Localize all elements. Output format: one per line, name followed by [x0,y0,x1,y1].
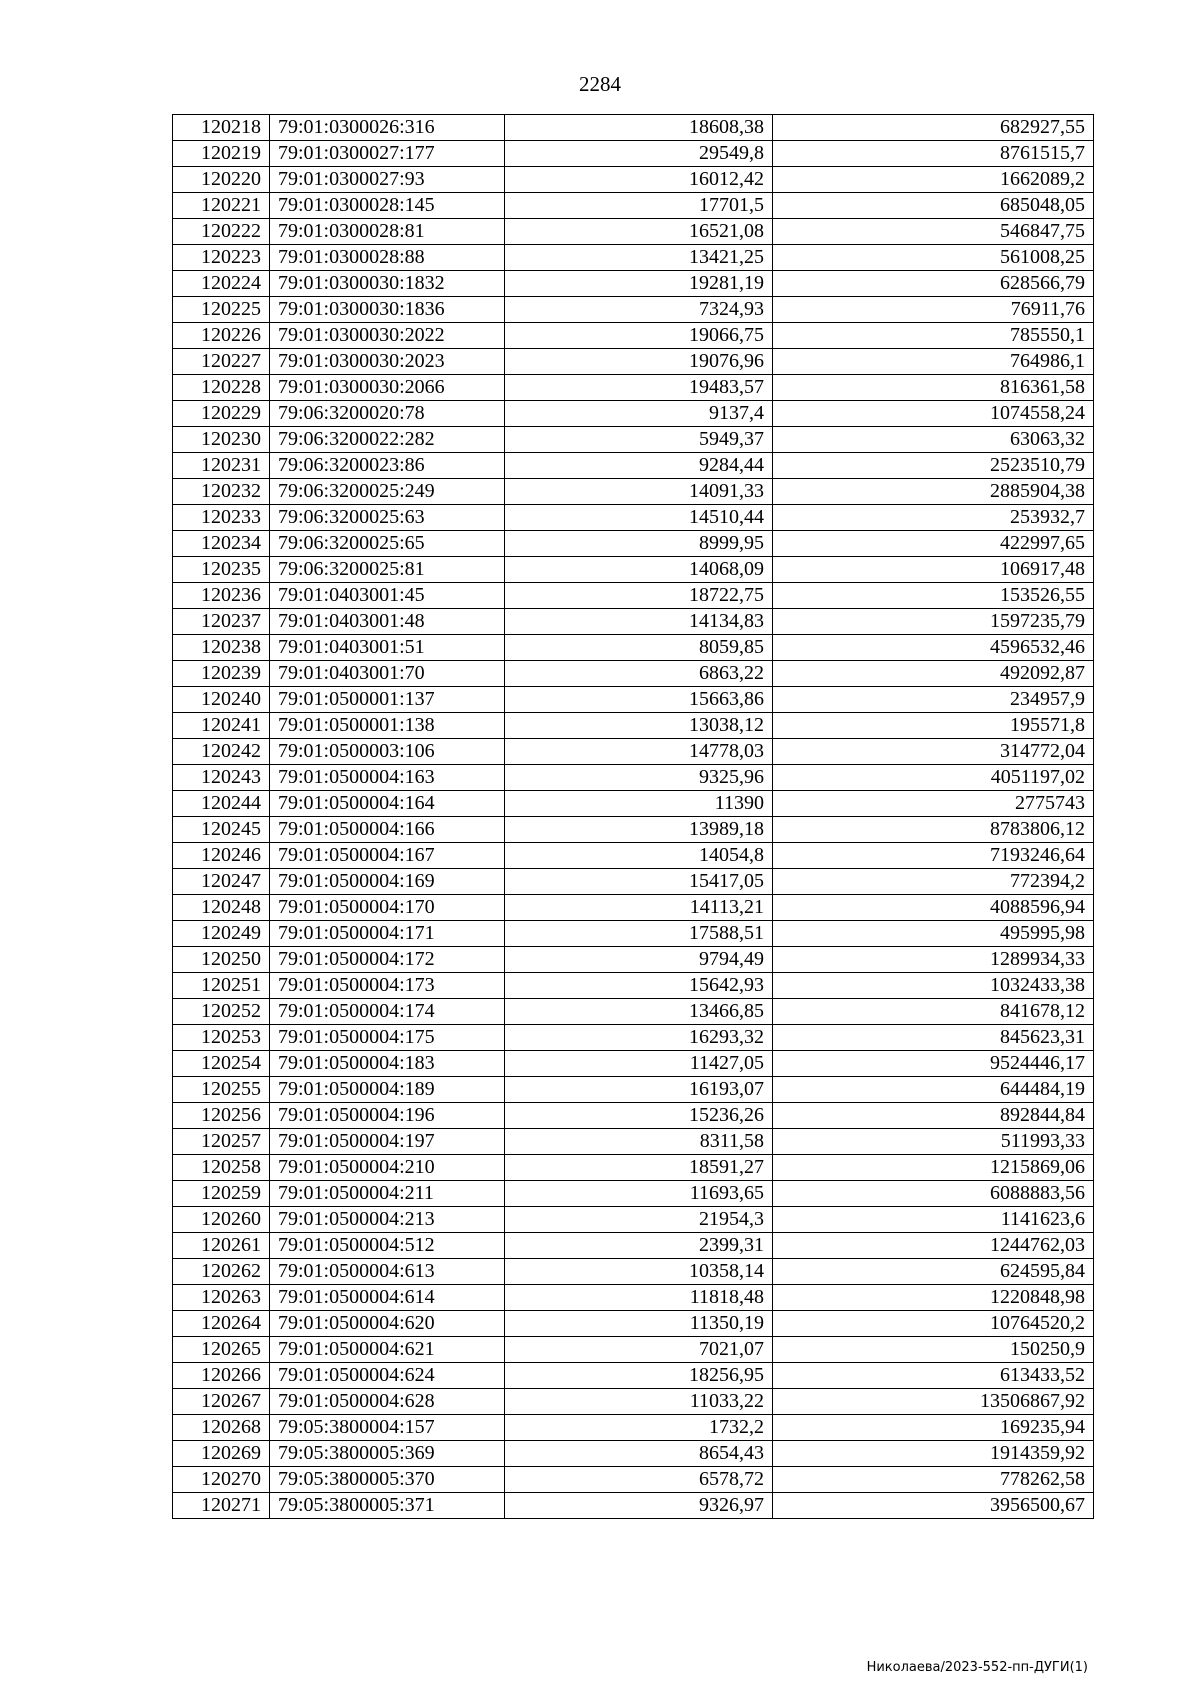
table-row [173,817,1094,843]
value-cell: 4088596,94 [773,895,1094,921]
row-number-cell: 120262 [173,1259,270,1285]
row-number-cell: 120238 [173,635,270,661]
area-cell: 2399,31 [505,1233,773,1259]
row-number-cell: 120261 [173,1233,270,1259]
row-number-cell: 120242 [173,739,270,765]
table-row [173,843,1094,869]
row-number-cell: 120249 [173,921,270,947]
area-cell: 11033,22 [505,1389,773,1415]
area-cell: 5949,37 [505,427,773,453]
value-cell: 1032433,38 [773,973,1094,999]
footer-note: Николаева/2023-552-пп-ДУГИ(1) [866,1660,1088,1675]
value-cell: 845623,31 [773,1025,1094,1051]
cadastral-number-cell: 79:06:3200020:78 [270,401,505,427]
area-cell: 13038,12 [505,713,773,739]
table-row [173,739,1094,765]
cadastral-number-cell: 79:01:0500001:138 [270,713,505,739]
area-cell: 11427,05 [505,1051,773,1077]
table-row [173,973,1094,999]
cadastral-number-cell: 79:01:0300030:1832 [270,271,505,297]
value-cell: 3956500,67 [773,1493,1094,1519]
value-cell: 4596532,46 [773,635,1094,661]
cadastral-number-cell: 79:05:3800005:371 [270,1493,505,1519]
table-row [173,1259,1094,1285]
table-row [173,115,1094,141]
table-row [173,1363,1094,1389]
area-cell: 11350,19 [505,1311,773,1337]
area-cell: 10358,14 [505,1259,773,1285]
value-cell: 778262,58 [773,1467,1094,1493]
value-cell: 106917,48 [773,557,1094,583]
value-cell: 492092,87 [773,661,1094,687]
table-row [173,1493,1094,1519]
cadastral-number-cell: 79:01:0500004:613 [270,1259,505,1285]
table-row [173,583,1094,609]
value-cell: 644484,19 [773,1077,1094,1103]
cadastral-number-cell: 79:01:0500004:620 [270,1311,505,1337]
area-cell: 6578,72 [505,1467,773,1493]
area-cell: 11693,65 [505,1181,773,1207]
area-cell: 8311,58 [505,1129,773,1155]
area-cell: 13421,25 [505,245,773,271]
table-row [173,349,1094,375]
cadastral-number-cell: 79:05:3800005:369 [270,1441,505,1467]
value-cell: 785550,1 [773,323,1094,349]
table-row [173,999,1094,1025]
value-cell: 153526,55 [773,583,1094,609]
table-row [173,1155,1094,1181]
row-number-cell: 120222 [173,219,270,245]
row-number-cell: 120220 [173,167,270,193]
cadastral-number-cell: 79:01:0300026:316 [270,115,505,141]
row-number-cell: 120259 [173,1181,270,1207]
row-number-cell: 120265 [173,1337,270,1363]
cadastral-number-cell: 79:06:3200025:65 [270,531,505,557]
area-cell: 15642,93 [505,973,773,999]
row-number-cell: 120258 [173,1155,270,1181]
row-number-cell: 120237 [173,609,270,635]
table-row [173,1285,1094,1311]
value-cell: 624595,84 [773,1259,1094,1285]
value-cell: 495995,98 [773,921,1094,947]
value-cell: 1074558,24 [773,401,1094,427]
cadastral-number-cell: 79:05:3800005:370 [270,1467,505,1493]
row-number-cell: 120270 [173,1467,270,1493]
table-row [173,1103,1094,1129]
row-number-cell: 120250 [173,947,270,973]
table-row [173,687,1094,713]
value-cell: 314772,04 [773,739,1094,765]
row-number-cell: 120234 [173,531,270,557]
row-number-cell: 120226 [173,323,270,349]
area-cell: 16521,08 [505,219,773,245]
value-cell: 682927,55 [773,115,1094,141]
cadastral-number-cell: 79:01:0500004:166 [270,817,505,843]
table-row [173,479,1094,505]
value-cell: 9524446,17 [773,1051,1094,1077]
value-cell: 841678,12 [773,999,1094,1025]
cadastral-number-cell: 79:01:0500004:628 [270,1389,505,1415]
row-number-cell: 120268 [173,1415,270,1441]
value-cell: 628566,79 [773,271,1094,297]
cadastral-number-cell: 79:01:0500004:213 [270,1207,505,1233]
row-number-cell: 120269 [173,1441,270,1467]
area-cell: 18608,38 [505,115,773,141]
row-number-cell: 120256 [173,1103,270,1129]
value-cell: 764986,1 [773,349,1094,375]
area-cell: 19076,96 [505,349,773,375]
table-row [173,1025,1094,1051]
area-cell: 19483,57 [505,375,773,401]
area-cell: 18591,27 [505,1155,773,1181]
row-number-cell: 120260 [173,1207,270,1233]
area-cell: 8059,85 [505,635,773,661]
value-cell: 422997,65 [773,531,1094,557]
row-number-cell: 120264 [173,1311,270,1337]
table-row [173,765,1094,791]
table-row [173,141,1094,167]
table-row [173,1311,1094,1337]
table-row [173,1441,1094,1467]
cadastral-number-cell: 79:01:0500004:171 [270,921,505,947]
value-cell: 63063,32 [773,427,1094,453]
table-row [173,1415,1094,1441]
area-cell: 15236,26 [505,1103,773,1129]
area-cell: 15663,86 [505,687,773,713]
area-cell: 14091,33 [505,479,773,505]
table-row [173,401,1094,427]
table-row [173,427,1094,453]
table-row [173,1077,1094,1103]
cadastral-number-cell: 79:01:0500004:164 [270,791,505,817]
area-cell: 6863,22 [505,661,773,687]
area-cell: 14054,8 [505,843,773,869]
table-row [173,635,1094,661]
cadastral-number-cell: 79:01:0500001:137 [270,687,505,713]
row-number-cell: 120223 [173,245,270,271]
cadastral-number-cell: 79:06:3200022:282 [270,427,505,453]
value-cell: 76911,76 [773,297,1094,323]
area-cell: 9284,44 [505,453,773,479]
row-number-cell: 120233 [173,505,270,531]
area-cell: 17701,5 [505,193,773,219]
area-cell: 14134,83 [505,609,773,635]
row-number-cell: 120254 [173,1051,270,1077]
table-body [173,115,1094,1519]
area-cell: 9326,97 [505,1493,773,1519]
cadastral-number-cell: 79:01:0403001:51 [270,635,505,661]
table-row [173,1051,1094,1077]
cadastral-number-cell: 79:01:0500004:210 [270,1155,505,1181]
value-cell: 1220848,98 [773,1285,1094,1311]
value-cell: 1597235,79 [773,609,1094,635]
cadastral-number-cell: 79:01:0500004:197 [270,1129,505,1155]
row-number-cell: 120227 [173,349,270,375]
row-number-cell: 120230 [173,427,270,453]
area-cell: 9137,4 [505,401,773,427]
row-number-cell: 120271 [173,1493,270,1519]
area-cell: 13466,85 [505,999,773,1025]
value-cell: 772394,2 [773,869,1094,895]
cadastral-number-cell: 79:01:0403001:48 [270,609,505,635]
cadastral-number-cell: 79:01:0403001:70 [270,661,505,687]
value-cell: 8761515,7 [773,141,1094,167]
area-cell: 13989,18 [505,817,773,843]
value-cell: 511993,33 [773,1129,1094,1155]
cadastral-number-cell: 79:06:3200023:86 [270,453,505,479]
value-cell: 1141623,6 [773,1207,1094,1233]
area-cell: 19066,75 [505,323,773,349]
value-cell: 6088883,56 [773,1181,1094,1207]
value-cell: 2885904,38 [773,479,1094,505]
row-number-cell: 120267 [173,1389,270,1415]
table-row [173,1207,1094,1233]
table-row [173,297,1094,323]
value-cell: 1289934,33 [773,947,1094,973]
value-cell: 234957,9 [773,687,1094,713]
table-row [173,947,1094,973]
cadastral-number-cell: 79:01:0500004:170 [270,895,505,921]
row-number-cell: 120252 [173,999,270,1025]
cadastral-number-cell: 79:01:0500003:106 [270,739,505,765]
cadastral-number-cell: 79:01:0300030:2066 [270,375,505,401]
cadastral-number-cell: 79:01:0300030:2022 [270,323,505,349]
table-row [173,271,1094,297]
area-cell: 18256,95 [505,1363,773,1389]
value-cell: 195571,8 [773,713,1094,739]
row-number-cell: 120235 [173,557,270,583]
cadastral-number-cell: 79:01:0300028:81 [270,219,505,245]
value-cell: 892844,84 [773,1103,1094,1129]
row-number-cell: 120240 [173,687,270,713]
value-cell: 13506867,92 [773,1389,1094,1415]
row-number-cell: 120219 [173,141,270,167]
value-cell: 1662089,2 [773,167,1094,193]
cadastral-number-cell: 79:06:3200025:81 [270,557,505,583]
row-number-cell: 120246 [173,843,270,869]
cadastral-number-cell: 79:01:0500004:211 [270,1181,505,1207]
area-cell: 14113,21 [505,895,773,921]
value-cell: 2523510,79 [773,453,1094,479]
area-cell: 19281,19 [505,271,773,297]
row-number-cell: 120241 [173,713,270,739]
area-cell: 7324,93 [505,297,773,323]
cadastral-number-cell: 79:01:0500004:163 [270,765,505,791]
row-number-cell: 120266 [173,1363,270,1389]
row-number-cell: 120232 [173,479,270,505]
cadastral-number-cell: 79:01:0500004:173 [270,973,505,999]
area-cell: 7021,07 [505,1337,773,1363]
table-row [173,713,1094,739]
row-number-cell: 120229 [173,401,270,427]
table-row [173,1467,1094,1493]
cadastral-number-cell: 79:01:0500004:621 [270,1337,505,1363]
area-cell: 21954,3 [505,1207,773,1233]
cadastral-number-cell: 79:01:0500004:624 [270,1363,505,1389]
row-number-cell: 120243 [173,765,270,791]
cadastral-number-cell: 79:01:0500004:172 [270,947,505,973]
table-row [173,375,1094,401]
value-cell: 561008,25 [773,245,1094,271]
cadastral-number-cell: 79:01:0500004:614 [270,1285,505,1311]
page-number: 2284 [579,72,621,96]
cadastral-number-cell: 79:05:3800004:157 [270,1415,505,1441]
area-cell: 9794,49 [505,947,773,973]
cadastral-number-cell: 79:01:0500004:512 [270,1233,505,1259]
table-row [173,219,1094,245]
value-cell: 546847,75 [773,219,1094,245]
value-cell: 816361,58 [773,375,1094,401]
row-number-cell: 120228 [173,375,270,401]
value-cell: 7193246,64 [773,843,1094,869]
value-cell: 169235,94 [773,1415,1094,1441]
table-row [173,1181,1094,1207]
table-row [173,505,1094,531]
cadastral-number-cell: 79:01:0500004:196 [270,1103,505,1129]
area-cell: 18722,75 [505,583,773,609]
cadastral-number-cell: 79:01:0500004:189 [270,1077,505,1103]
area-cell: 14068,09 [505,557,773,583]
cadastral-number-cell: 79:01:0300027:177 [270,141,505,167]
table-row [173,323,1094,349]
row-number-cell: 120255 [173,1077,270,1103]
area-cell: 14778,03 [505,739,773,765]
cadastral-number-cell: 79:06:3200025:63 [270,505,505,531]
row-number-cell: 120263 [173,1285,270,1311]
table-row [173,791,1094,817]
cadastral-number-cell: 79:01:0500004:167 [270,843,505,869]
cadastral-number-cell: 79:01:0500004:175 [270,1025,505,1051]
cadastral-number-cell: 79:01:0300030:2023 [270,349,505,375]
table-row [173,921,1094,947]
area-cell: 16012,42 [505,167,773,193]
area-cell: 11390 [505,791,773,817]
area-cell: 1732,2 [505,1415,773,1441]
area-cell: 8999,95 [505,531,773,557]
value-cell: 4051197,02 [773,765,1094,791]
area-cell: 29549,8 [505,141,773,167]
value-cell: 10764520,2 [773,1311,1094,1337]
table-row [173,193,1094,219]
cadastral-number-cell: 79:01:0300027:93 [270,167,505,193]
cadastral-number-cell: 79:01:0500004:169 [270,869,505,895]
cadastral-number-cell: 79:01:0300028:145 [270,193,505,219]
cadastral-number-cell: 79:01:0403001:45 [270,583,505,609]
value-cell: 613433,52 [773,1363,1094,1389]
table-row [173,1129,1094,1155]
value-cell: 8783806,12 [773,817,1094,843]
cadastral-number-cell: 79:01:0300030:1836 [270,297,505,323]
area-cell: 9325,96 [505,765,773,791]
row-number-cell: 120248 [173,895,270,921]
row-number-cell: 120245 [173,817,270,843]
cadastral-number-cell: 79:01:0500004:174 [270,999,505,1025]
area-cell: 17588,51 [505,921,773,947]
table-row [173,1337,1094,1363]
table-row [173,531,1094,557]
table-row [173,895,1094,921]
area-cell: 11818,48 [505,1285,773,1311]
area-cell: 15417,05 [505,869,773,895]
value-cell: 1914359,92 [773,1441,1094,1467]
value-cell: 2775743 [773,791,1094,817]
area-cell: 16293,32 [505,1025,773,1051]
table-row [173,661,1094,687]
area-cell: 8654,43 [505,1441,773,1467]
row-number-cell: 120225 [173,297,270,323]
data-table [172,114,1094,1519]
table-row [173,1233,1094,1259]
table-row [173,1389,1094,1415]
table-row [173,167,1094,193]
cadastral-number-cell: 79:06:3200025:249 [270,479,505,505]
row-number-cell: 120239 [173,661,270,687]
row-number-cell: 120253 [173,1025,270,1051]
row-number-cell: 120221 [173,193,270,219]
cadastral-number-cell: 79:01:0500004:183 [270,1051,505,1077]
row-number-cell: 120218 [173,115,270,141]
table-row [173,869,1094,895]
area-cell: 16193,07 [505,1077,773,1103]
row-number-cell: 120257 [173,1129,270,1155]
cadastral-number-cell: 79:01:0300028:88 [270,245,505,271]
table-row [173,609,1094,635]
row-number-cell: 120236 [173,583,270,609]
value-cell: 1215869,06 [773,1155,1094,1181]
value-cell: 253932,7 [773,505,1094,531]
value-cell: 1244762,03 [773,1233,1094,1259]
row-number-cell: 120247 [173,869,270,895]
row-number-cell: 120244 [173,791,270,817]
value-cell: 685048,05 [773,193,1094,219]
row-number-cell: 120231 [173,453,270,479]
table-row [173,245,1094,271]
row-number-cell: 120251 [173,973,270,999]
area-cell: 14510,44 [505,505,773,531]
value-cell: 150250,9 [773,1337,1094,1363]
table-row [173,557,1094,583]
row-number-cell: 120224 [173,271,270,297]
table-row [173,453,1094,479]
